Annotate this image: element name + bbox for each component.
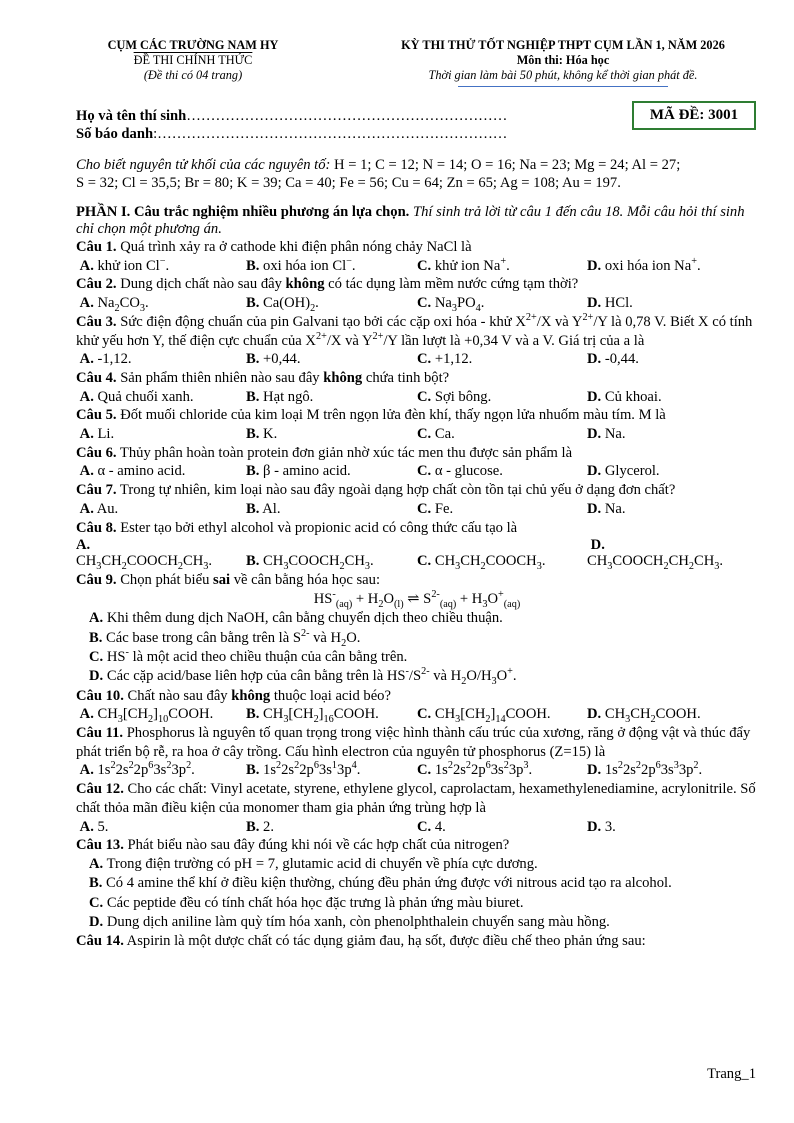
id-dots: :……………………………………………………………… [153,126,508,142]
equilibrium-equation: $HS^-_{(aq)} + H_2O_{(l)}$ ⇌ $S^{2-}_{(aq)} + H_3O^+_{(aq)}$ [313,589,521,610]
option-d[interactable]: D. $1s^22s^22p^63s^33p^2$. [587,760,703,779]
option-d[interactable]: D. Củ khoai. [587,388,662,405]
question-6-options [76,462,758,481]
page-count-note: (Đề thi có 04 trang) [143,68,243,82]
name-dots: ………………………………………………………… [186,108,508,124]
option-a[interactable]: A. 5. [76,818,109,835]
option-a[interactable]: A. Trong điện trường có pH = 7, glutamic acid di chuyển về phía cực dương. [89,855,538,872]
option-c[interactable]: C. khử ion Na+. [417,255,510,274]
option-b[interactable]: B. Hạt ngô. [246,388,314,405]
option-b[interactable]: B. Các base trong cân bằng trên là $S^{2-}$ và $H_2O$. [89,627,361,649]
time-note: Thời gian làm bài 50 phút, không kể thời gian phát đề. [428,68,698,82]
option-c[interactable]: C. α - glucose. [417,463,503,480]
question-14: Câu 14. Aspirin là một dược chất có tác dụng giảm đau, hạ sốt, được điều chế theo phản ứng sau: [76,933,646,950]
question-10-options [76,705,758,724]
question-9-statements [76,609,758,686]
exam-title: KỲ THI THỬ TỐT NGHIỆP THPT CỤM LẦN 1, NĂM 2026 [401,38,725,52]
question-13: Câu 13. Phát biểu nào sau đây đúng khi nói về các hợp chất của nitrogen? [76,837,510,854]
option-b[interactable]: B. $CH_3COOCH_2CH_3$. [246,553,374,573]
option-a[interactable]: A. khử ion Cl−. [76,255,170,274]
option-c[interactable]: C. $CH_3CH_2COOCH_3$. [417,553,546,573]
question-4: Câu 4. Sản phẩm thiên nhiên nào sau đây không chứa tinh bột? [76,369,450,386]
exam-header [76,38,758,87]
option-d[interactable]: D. -0,44. [587,351,639,368]
name-label: Họ và tên thí sinh [76,108,187,124]
exam-page [76,38,758,951]
option-c[interactable]: C. HS- là một acid theo chiều thuận của cân bằng trên. [89,647,408,666]
option-a[interactable]: A. -1,12. [76,351,132,368]
question-7-options [76,500,758,519]
option-b[interactable]: B. oxi hóa ion Cl−. [246,255,356,274]
part1-title: PHẦN I. Câu trắc nghiệm nhiều phương án lựa chọn. [76,204,410,220]
option-a[interactable]: A. α - amino acid. [76,463,186,480]
option-c[interactable]: C. $CH_3[CH_2]_{14}COOH$. [417,706,551,726]
option-c[interactable]: C. Sợi bông. [417,388,492,405]
question-5: Câu 5. Đốt muối chloride của kim loại M trên ngọn lửa đèn khí, thấy ngọn lửa nhuốm màu tím. M là [76,407,666,424]
question-11: Câu 11. Phosphorus là nguyên tố quan trọng trong việc hình thành cấu trúc của xương, răng ở động vật và thúc đẩy phát triển bộ rễ, ra hoa ở cây trồng. Cấu hình electron của nguyên tử phosphorus (Z=15) là [76,725,751,760]
question-2-options [76,294,758,313]
option-b[interactable]: B. 2. [246,818,274,835]
option-c[interactable]: C. Ca. [417,426,455,443]
option-b[interactable]: B. Có 4 amine thể khí ở điều kiện thường, chúng đều phản ứng được với nitrous acid tạo ra alcohol. [89,875,672,892]
header-divider [458,86,668,87]
atomic-masses [76,157,758,192]
option-b[interactable]: B. K. [246,426,278,443]
question-8: Câu 8. Ester tạo bởi ethyl alcohol và propionic acid có công thức cấu tạo là [76,519,518,536]
option-b[interactable]: B. $Ca(OH)_2$. [246,295,319,315]
question-3-options [76,350,758,369]
id-label: Số báo danh [76,126,154,142]
option-c[interactable]: C. Fe. [417,500,454,517]
question-7: Câu 7. Trong tự nhiên, kim loại nào sau đây ngoài dạng hợp chất còn tồn tại chủ yếu ở dạng đơn chất? [76,482,676,499]
question-3: Câu 3. Sức điện động chuẩn của pin Galvani tạo bởi các cặp oxi hóa - khử $X^{2+}/X$ và $Y^{2+}/Y$ là 0,78 V. Biết X có tính khử yếu hơn Y, thế điện cực chuẩn của $X^{2+}/X$ và $Y^{2+}/Y$ lần lượt là +0,34 V và a V. Giá trị của a là [76,311,753,349]
question-11-options [76,761,758,780]
option-d[interactable]: D. oxi hóa ion Na+. [587,255,701,274]
question-12: Câu 12. Cho các chất: Vinyl acetate, styrene, ethylene glycol, caprolactam, hexamethylenediamine, acrylonitrile. Số chất thỏa mãn điều kiện của monomer tham gia phản ứng trùng hợp là [76,781,756,816]
part1-heading [76,204,758,238]
atomic-masses-intro: Cho biết nguyên tử khối của các nguyên tố: [76,157,331,173]
option-c[interactable]: C. 4. [417,818,446,835]
option-d[interactable]: D. Glycerol. [587,463,660,480]
question-13-statements [76,855,758,932]
school-name: CỤM CÁC TRƯỜNG NAM HY [107,38,279,52]
option-d[interactable]: D. $CH_3CH_2COOH$. [587,706,701,726]
question-8-options [76,537,758,573]
question-9: Câu 9. Chọn phát biểu sai về cân bằng hóa học sau: [76,572,380,589]
option-a[interactable]: A. Quả chuối xanh. [76,388,194,405]
option-c[interactable]: C. $1s^22s^22p^63s^23p^3$. [417,760,533,779]
official-exam-label: ĐỀ THI CHÍNH THỨC [133,53,253,67]
option-d[interactable]: D. Dung dịch aniline làm quỳ tím hóa xanh, còn phenolphthalein chuyển sang màu hồng. [89,913,610,930]
option-a[interactable]: A. Li. [76,426,115,443]
option-b[interactable]: B. β - amino acid. [246,463,351,480]
exam-info-block [368,38,758,87]
option-a[interactable]: A. $1s^22s^22p^63s^23p^2$. [76,760,195,779]
question-1: Câu 1. Quá trình xảy ra ở cathode khi điện phân nóng chảy NaCl là [76,239,472,255]
option-b[interactable]: B. +0,44. [246,351,301,368]
option-a[interactable]: A. $CH_3CH_2COOCH_2CH_3$. [76,537,213,573]
atomic-masses-line2: S = 32; Cl = 35,5; Br = 80; K = 39; Ca = 40; Fe = 56; Cu = 64; Zn = 65; Ag = 108; Au = 197. [76,174,621,191]
question-6: Câu 6. Thủy phân hoàn toàn protein đơn giản nhờ xúc tác men thu được sản phẩm là [76,444,573,461]
question-10: Câu 10. Chất nào sau đây không thuộc loại acid béo? [76,687,391,704]
part1-instruction: Thí sinh trả lời từ câu 1 đến câu 18. Mỗi câu hỏi thí sinh chỉ chọn một phương án. [76,204,745,237]
question-1-options [76,257,758,276]
option-a[interactable]: A. $CH_3[CH_2]_{10}COOH$. [76,706,214,726]
option-a[interactable]: A. Khi thêm dung dịch NaOH, cân bằng chuyển dịch theo chiều thuận. [89,610,503,627]
page-number: Trang_1 [707,1066,756,1082]
option-d[interactable]: D. Na. [587,426,626,443]
option-b[interactable]: B. Al. [246,500,281,517]
question-12-options [76,818,758,837]
option-c[interactable]: C. +1,12. [417,351,473,368]
exam-code-box: MÃ ĐỀ: 3001 [632,101,756,130]
option-b[interactable]: B. $1s^22s^22p^63s^13p^4$. [246,760,361,779]
candidate-info [76,107,758,147]
option-c[interactable]: C. $Na_3PO_4$. [417,295,485,315]
option-d[interactable]: D. $CH_3COOCH_2CH_2CH_3$. [587,537,724,573]
option-a[interactable]: A. $Na_2CO_3$. [76,295,149,315]
option-d[interactable]: D. Các cặp acid/base liên hợp của cân bằng trên là $HS^-/S^{2-}$ và $H_2O/H_3O^+$. [89,666,517,688]
question-4-options [76,388,758,407]
subject-label: Môn thi: Hóa học [516,53,610,67]
option-d[interactable]: D. 3. [587,818,616,835]
question-2: Câu 2. Dung dịch chất nào sau đây không có tác dụng làm mềm nước cứng tạm thời? [76,276,579,293]
option-d[interactable]: D. Na. [587,500,626,517]
option-d[interactable]: D. HCl. [587,295,633,312]
option-a[interactable]: A. Au. [76,500,119,517]
option-c[interactable]: C. Các peptide đều có tính chất hóa học đặc trưng là phản ứng màu biuret. [89,894,524,911]
option-b[interactable]: B. $CH_3[CH_2]_{16}COOH$. [246,706,379,726]
question-5-options [76,425,758,444]
school-block [68,38,318,87]
atomic-masses-line1: H = 1; C = 12; N = 14; O = 16; Na = 23; Mg = 24; Al = 27; [330,157,681,173]
